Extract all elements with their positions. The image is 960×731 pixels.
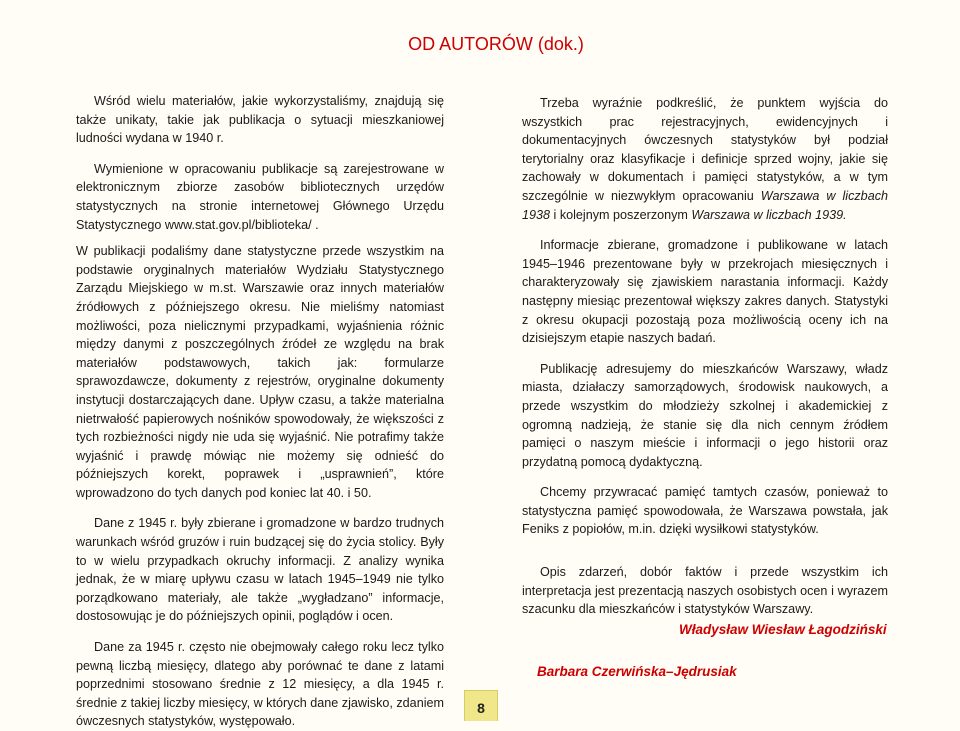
- author-signature-1: Władysław Wiesław Łagodziński: [679, 622, 887, 637]
- right-paragraph-1-title-1939: Warszawa w liczbach 1939.: [691, 207, 847, 222]
- right-column: [522, 94, 888, 619]
- author-signature-2: Barbara Czerwińska–Jędrusiak: [537, 664, 737, 679]
- right-paragraph-5: Opis zdarzeń, dobór faktów i przede wszystkim ich interpretacja jest prezentacją naszych osobistych ocen i wyrazem szacunku dla mieszkańców i statystyków Warszawy.: [522, 565, 888, 617]
- left-paragraph-1: Wśród wielu materiałów, jakie wykorzystaliśmy, znajdują się także unikaty, takie jak publikacja o sytuacji mieszkaniowej ludności wydana w 1940 r.: [76, 94, 444, 146]
- page-title-text: OD AUTORÓW (dok.): [408, 34, 584, 54]
- page-number: 8: [464, 690, 498, 721]
- right-paragraph-3: Publikację adresujemy do mieszkańców Warszawy, władz miasta, działaczy samorządowych, środowisk naukowych, a przede wszystkim do młodzieży szkolnej i akademickiej z ogromną nadzieją, że stanie się dla nich cennym źródłem pamięci o naszym mieście i informacji o jego historii oraz przydatną pomocą dydaktyczną.: [522, 361, 888, 469]
- left-paragraph-4: Dane z 1945 r. były zbierane i gromadzone w bardzo trudnych warunkach wśród gruzów i ruin budzącej się do życia stolicy. Były to w wielu przypadkach okruchy informacji. Z analizy wynika jednak, że w miarę upływu czasu w latach 1945–1949 nie tylko porządkowano materiały, ale także „wygładzano” informacje, dostosowując je do późniejszych opinii, poglądów i ocen.: [76, 516, 444, 624]
- right-paragraph-2: Informacje zbierane, gromadzone i publikowane w latach 1945–1946 prezentowane były w przekrojach miesięcznych i charakteryzowały się zjawiskiem narastania informacji. Każdy następny miesiąc prezentował większy zakres danych. Statystyki z okresu okupacji pozostają poza możliwością oceny ich na dzisiejszym etapie naszych badań.: [522, 238, 888, 346]
- right-paragraph-4: Chcemy przywracać pamięć tamtych czasów, ponieważ to statystyczna pamięć spowodowała, że Warszawa powstała, jak Feniks z popiołów, m.in. dzięki wysiłkowi statystyków.: [522, 485, 888, 537]
- right-paragraph-1-text: Trzeba wyraźnie podkreślić, że punktem wyjścia do wszystkich prac rejestracyjnych, ewidencyjnych i dokumentacyjnych ówczesnych statystyków był podział terytorialny oraz klasyfikacje i definicje sprzed wojny, jakie się zachowały w dokumentach i pamięci statystyków, a w tym szczególnie w niezwykłym opracowaniu: [522, 96, 888, 203]
- right-paragraph-1-mid: i kolejnym poszerzonym: [550, 207, 692, 222]
- left-paragraph-5: Dane za 1945 r. często nie obejmowały całego roku lecz tylko pewną liczbą miesięcy, dlatego aby porównać te dane z latami poprzednimi stosowano średnie z 12 miesięcy, a dla 1945 r. średnie z takiej liczby miesięcy, w których dane zjawisko, zdaniem ówczesnych statystyków, występowało.: [76, 640, 444, 729]
- left-paragraph-3: W publikacji podaliśmy dane statystyczne przede wszystkim na podstawie oryginalnych materiałów Wydziału Statystycznego Zarządu Miejskiego w m.st. Warszawie oraz innych materiałów źródłowych z późniejszego okresu. Nie mieliśmy natomiast możliwości, poza nielicznymi przypadkami, wyjaśnienia różnic między danymi z poszczególnych źródeł ze względu na brak materiałów podstawowych, takich jak: formularze sprawozdawcze, dokumenty z rejestrów, oryginalne dokumenty instytucji dostarczających dane. Upływ czasu, a także materialna nietrwałość papierowych nośników spowodowały, że większości z tych rozbieżności nigdy nie uda się wyjaśnić. Nie potrafimy także wyjaśnić i prawdę mówiąc nie możemy się odnieść do późniejszych korekt, poprawek i „usprawnień”, które wprowadzono do tych danych pod koniec lat 40. i 50.: [76, 244, 444, 500]
- left-paragraph-2: Wymienione w opracowaniu publikacje są zarejestrowane w elektronicznym zbiorze zasobów bibliotecznych urzędów statystycznych na stronie internetowej Głównego Urzędu Statystycznego www.stat.gov.pl/biblioteka/ .: [76, 161, 444, 232]
- right-paragraph-1-title-1938: Warszawa w liczbach 1938: [522, 188, 888, 222]
- page-title: [0, 34, 960, 55]
- left-column: [76, 92, 444, 731]
- right-paragraph-1: [522, 94, 888, 224]
